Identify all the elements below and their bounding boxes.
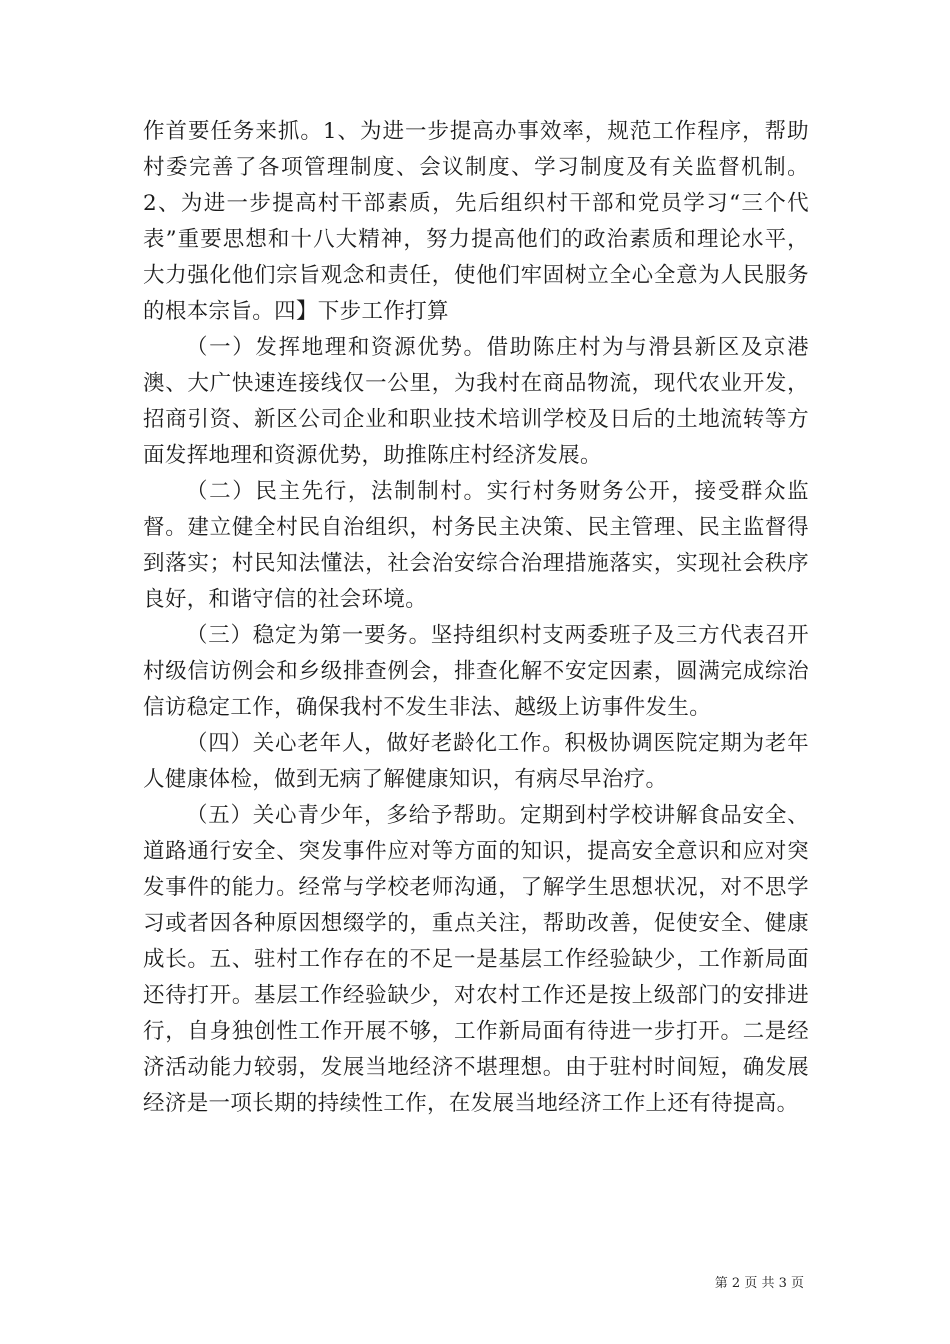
page-number-footer: 第 2 页 共 3 页 [714, 1276, 804, 1291]
paragraph-item-5: （五）关心青少年，多给予帮助。定期到村学校讲解食品安全、道路通行安全、突发事件应对等方面的知识，提高安全意识和应对突发事件的能力。经常与学校老师沟通，了解学生思想状况，对不思学习或者因各种原因想缀学的，重点关注，帮助改善，促使安全、健康成长。五、驻村工作存在的不足一是基层工作经验缺少，工作新局面还待打开。基层工作经验缺少，对农村工作还是按上级部门的安排进行，自身独创性工作开展不够，工作新局面有待进一步打开。二是经济活动能力较弱，发展当地经济不堪理想。由于驻村时间短，确发展经济是一项长期的持续性工作，在发展当地经济工作上还有待提高。 [143, 803, 809, 1116]
paragraph-intro: 作首要任务来抓。1、为进一步提高办事效率，规范工作程序，帮助村委完善了各项管理制度、会议制度、学习制度及有关监督机制。2、为进一步提高村干部素质，先后组织村干部和党员学习“三个代表”重要思想和十八大精神，努力提高他们的政治素质和理论水平，大力强化他们宗旨观念和责任，使他们牢固树立全心全意为人民服务的根本宗旨。四】下步工作打算 [143, 119, 809, 324]
document-body [143, 114, 809, 1122]
paragraph-item-3: （三）稳定为第一要务。坚持组织村支两委班子及三方代表召开村级信访例会和乡级排查例会，排查化解不安定因素，圆满完成综治信访稳定工作，确保我村不发生非法、越级上访事件发生。 [143, 623, 809, 720]
paragraph-item-2: （二）民主先行，法制制村。实行村务财务公开，接受群众监督。建立健全村民自治组织，村务民主决策、民主管理、民主监督得到落实；村民知法懂法，社会治安综合治理措施落实，实现社会秩序良好，和谐守信的社会环境。 [143, 479, 809, 612]
paragraph-item-1: （一）发挥地理和资源优势。借助陈庄村为与滑县新区及京港澳、大广快速连接线仅一公里，为我村在商品物流，现代农业开发，招商引资、新区公司企业和职业技术培训学校及日后的土地流转等方面发挥地理和资源优势，助推陈庄村经济发展。 [143, 335, 809, 468]
paragraph-item-4: （四）关心老年人，做好老龄化工作。积极协调医院定期为老年人健康体检，做到无病了解健康知识，有病尽早治疗。 [143, 731, 809, 792]
